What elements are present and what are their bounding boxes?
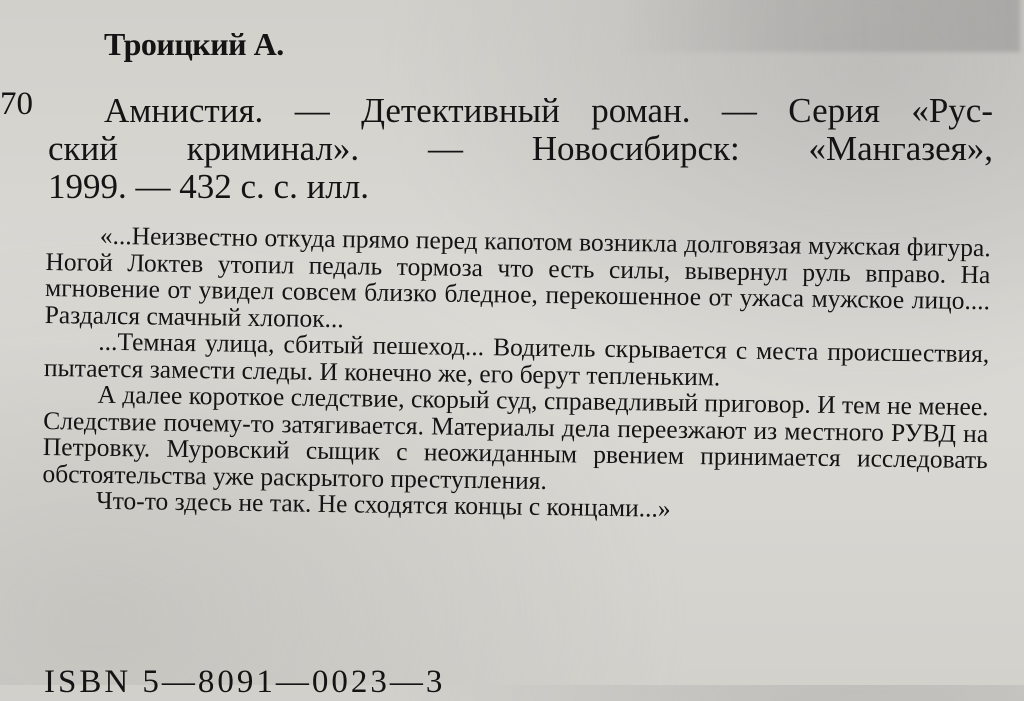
- bibliographic-entry: [48, 92, 993, 206]
- annotation-paragraph: ...Темная улица, сбитый пешеход... Водитель скрывается с места происшествия, пытается замести следы. И конечно же, его берут тепленьким.: [43, 326, 990, 391]
- annotation: [42, 222, 991, 527]
- annotation-paragraph: А далее короткое следствие, скорый суд, справедливый приговор. И тем не менее. Следствие почему-то затягивается. Материалы дела переезжают из местного РУВД на Петровку. Муровский сыщик с неожиданным рвением принимается исследовать обстоятельства уже раскрытого преступления.: [42, 379, 989, 495]
- annotation-paragraph: «...Неизвестно откуда прямо перед капотом возникла долговязая мужская фигура. Ногой Локтев утопил педаль тормоза что есть силы, вывернул руль вправо. На мгновение от увидел совсем близко бледное, перекошенное от ужаса мужское лицо.... Раздался смачный хлопок...: [44, 220, 991, 333]
- author-name: Троицкий А.: [104, 26, 284, 62]
- entry-series-line: ский криминал». — Новосибирск: «Мангазея»,: [48, 129, 993, 168]
- entry-number: 70: [0, 86, 33, 122]
- isbn: ISBN 5—8091—0023—3: [44, 664, 446, 700]
- annotation-paragraph: Что-то здесь не так. Не сходятся концы с концами...»: [95, 485, 671, 523]
- bleed-through-shadow: [620, 0, 1020, 52]
- entry-title-line: Амнистия. — Детективный роман. — Серия «Рус-: [104, 91, 993, 130]
- entry-year-line: 1999. — 432 с. с. илл.: [48, 167, 369, 206]
